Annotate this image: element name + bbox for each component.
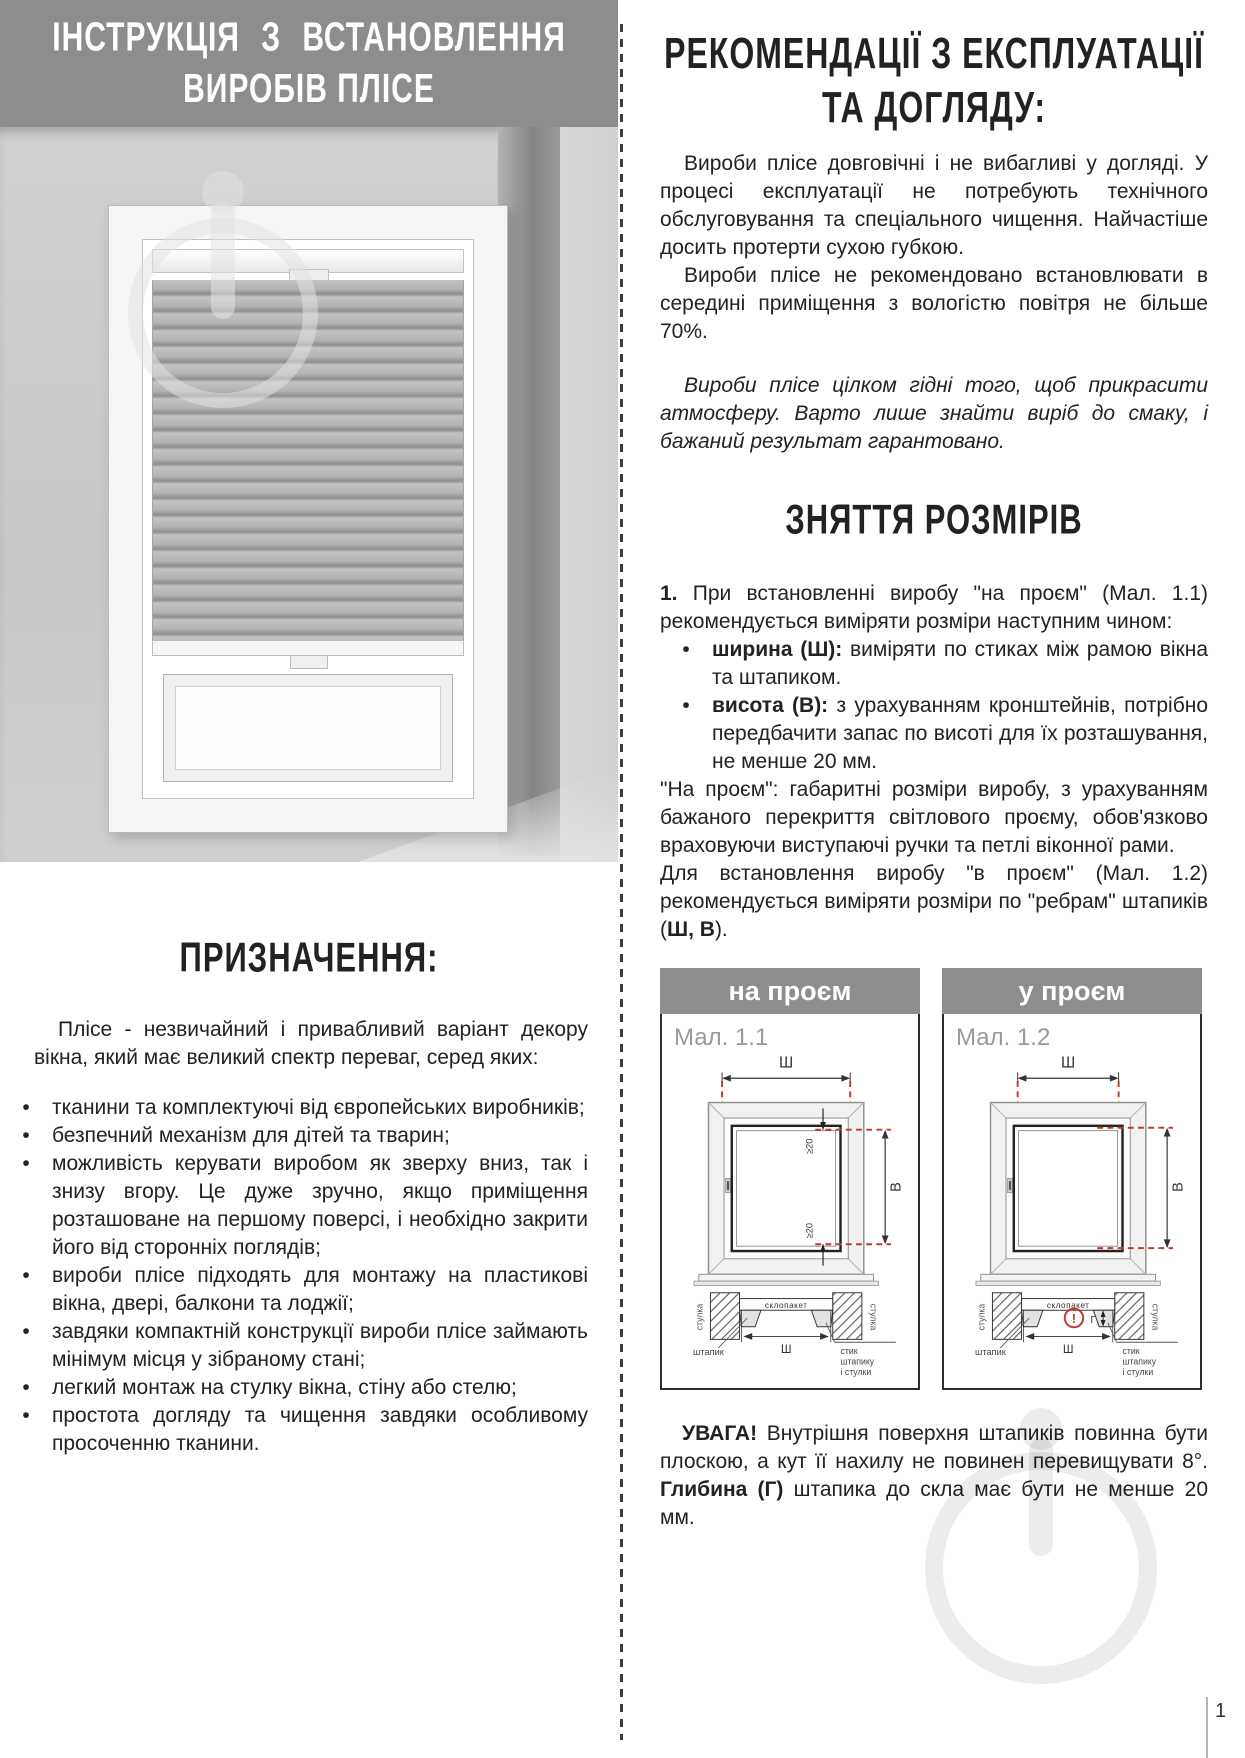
- photo-pleated-blind: [152, 280, 464, 640]
- warning-paragraph: [660, 1420, 1208, 1532]
- bullet-icon: •: [682, 638, 690, 661]
- sizes-title: ЗНЯТТЯ РОЗМІРІВ: [785, 495, 1083, 543]
- page-number: 1: [1215, 1700, 1227, 1722]
- joint-label-1: стик: [840, 1345, 858, 1356]
- note-v-proem-post: ).: [714, 918, 728, 941]
- figure-body: [660, 1014, 920, 1390]
- height-dim-label: В: [1170, 1182, 1187, 1192]
- list-item-text: завдяки компактній конструкції вироби плісе займають мінімум місця у зібраному стані;: [52, 1320, 588, 1371]
- photo-window-glass: [164, 675, 452, 781]
- width-dim-label: Ш: [779, 1054, 794, 1072]
- care-paragraph-3: Вироби плісе цілком гідні того, щоб прикрасити атмосферу. Варто лише знайти виріб до смаку, і бажаний результат гарантовано.: [660, 374, 1208, 453]
- care-title-line1: РЕКОМЕНДАЦІЇ З ЕКСПЛУАТАЦІЇ: [664, 28, 1204, 78]
- glazing-label: склопакет: [1046, 1300, 1090, 1310]
- min-gap-bottom-label: ≥20: [804, 1222, 815, 1239]
- joint-label-3: і стулки: [840, 1367, 872, 1378]
- care-title: [664, 26, 1204, 134]
- bullet-icon: •: [22, 1320, 30, 1343]
- joint-label-1: стик: [1122, 1345, 1140, 1356]
- photo-side-wall: [560, 127, 618, 862]
- min-gap-top-label: ≥20: [804, 1138, 815, 1154]
- care-paragraph-2: Вироби плісе не рекомендовано встановлювати в середині приміщення з вологістю повітря не більше 70%.: [660, 264, 1208, 343]
- size-bullet-list: [660, 636, 1208, 776]
- list-item: [0, 1262, 588, 1318]
- warning-label: УВАГА!: [682, 1422, 758, 1445]
- sash-label-right: стулка: [1150, 1303, 1161, 1331]
- size-text: виміряти по стиках між рамою вікна та штапиком.: [712, 638, 1209, 689]
- photo-blind-bottomrail: [152, 640, 464, 656]
- figure-caption: Мал. 1.2: [956, 1024, 1051, 1051]
- window-blind-photo: [0, 127, 618, 862]
- list-item-text: тканини та комплектуючі від європейських виробників;: [52, 1096, 585, 1119]
- height-dim-label: В: [888, 1182, 905, 1192]
- list-item-text: [712, 636, 1208, 692]
- left-header-banner: [0, 0, 618, 127]
- joint-label-3: і стулки: [1122, 1367, 1154, 1378]
- warning-text-2: штапика до скла має бути не менше 20 мм.: [660, 1478, 1208, 1529]
- figure-body: [942, 1014, 1202, 1390]
- note-v-proem-pre: Для встановлення виробу "в проєм" (Мал. 1.2) рекомендується виміряти розміри по "ребрам" штапиків (: [660, 862, 1208, 941]
- list-item: [0, 1374, 588, 1402]
- purpose-intro: Плісе - незвичайний і привабливий варіант декору вікна, який має великий спектр переваг, серед яких:: [34, 1018, 588, 1069]
- sash-label-right: стулка: [868, 1303, 879, 1331]
- step-text: При встановленні виробу "на проєм" (Мал. 1.1) рекомендується виміряти розміри наступним чином:: [660, 582, 1208, 633]
- list-item: [0, 1122, 588, 1150]
- joint-label-2: штапику: [1122, 1356, 1157, 1367]
- size-term: ширина (Ш):: [712, 638, 843, 661]
- list-item: [0, 1094, 588, 1122]
- sash-label-left: стулка: [976, 1303, 987, 1331]
- care-title-line2: ТА ДОГЛЯДУ:: [822, 82, 1046, 132]
- note-v-proem: [660, 860, 1208, 944]
- width-dim-label: Ш: [1061, 1054, 1076, 1072]
- right-column: [622, 0, 1245, 1532]
- bullet-icon: •: [682, 694, 690, 717]
- note-v-proem-bold: Ш, В: [667, 918, 715, 941]
- list-item: [0, 1402, 588, 1458]
- left-header-line2: ВИРОБІВ ПЛІСЕ: [183, 66, 435, 111]
- warning-mark: !: [1071, 1311, 1077, 1326]
- section-width-label: Ш: [780, 1342, 792, 1356]
- list-item: [660, 692, 1208, 776]
- figures-row: [660, 968, 1208, 1390]
- purpose-bullet-list: [0, 1094, 618, 1458]
- left-header-line1: ІНСТРУКЦІЯ З ВСТАНОВЛЕННЯ: [52, 14, 566, 60]
- size-text: з урахуванням кронштейнів, потрібно передбачити запас по висоті для їх розташування, не менше 20 мм.: [712, 694, 1209, 773]
- bead-label: штапик: [692, 1346, 724, 1357]
- size-term: висота (В):: [712, 694, 829, 717]
- joint-label-2: штапику: [840, 1356, 875, 1367]
- left-header-title: [52, 12, 566, 115]
- care-title-wrap: [660, 28, 1208, 132]
- care-paragraph-1: Вироби плісе довговічні і не вибагливі у догляді. У процесі експлуатації не потребують технічного обслуговування та спеціального чищення. Найчастіше досить протерти сухою губкою.: [660, 152, 1208, 259]
- glazing-label: склопакет: [764, 1300, 808, 1310]
- figure-header: у проєм: [942, 968, 1202, 1014]
- bead-label: штапик: [974, 1346, 1006, 1357]
- footer-rule: [1206, 1697, 1208, 1758]
- warning-text-1: Внутрішня поверхня штапиків повинна бути плоскою, а кут її нахилу не повинен перевищувати 8°.: [660, 1422, 1209, 1473]
- purpose-title: ПРИЗНАЧЕННЯ:: [179, 933, 439, 981]
- left-column: [0, 0, 618, 1458]
- list-item-text: легкий монтаж на стулку вікна, стіну або стелю;: [52, 1376, 517, 1399]
- bullet-icon: •: [22, 1264, 30, 1287]
- photo-window-frame: [142, 239, 474, 799]
- figure-panel-na-proem: [660, 968, 920, 1390]
- purpose-title-wrap: [0, 933, 618, 981]
- list-item-text: [712, 692, 1208, 776]
- figure-header: на проєм: [660, 968, 920, 1014]
- photo-blind-bottom-handle: [290, 655, 328, 669]
- depth-label: Г: [1090, 1314, 1096, 1326]
- photo-window-recess: [108, 205, 508, 833]
- bullet-icon: •: [22, 1376, 30, 1399]
- list-item: [660, 636, 1208, 692]
- figure-panel-u-proem: [942, 968, 1202, 1390]
- step-number: 1.: [660, 582, 678, 605]
- section-width-label: Ш: [1062, 1342, 1074, 1356]
- bullet-icon: •: [22, 1096, 30, 1119]
- bullet-icon: •: [22, 1124, 30, 1147]
- list-item-text: вироби плісе підходять для монтажу на пластикові вікна, двері, балкони та лоджії;: [52, 1264, 588, 1315]
- list-item: [0, 1318, 588, 1374]
- list-item: [0, 1150, 588, 1262]
- figure-1-1-drawing: [668, 1054, 914, 1384]
- sash-label-left: стулка: [694, 1303, 705, 1331]
- sizes-title-wrap: [660, 495, 1208, 543]
- bullet-icon: •: [22, 1404, 30, 1427]
- step-1-paragraph: [660, 580, 1208, 636]
- list-item-text: можливість керувати виробом як зверху вниз, так і знизу вгору. Це дуже зручно, якщо приміщення розташоване на першому поверсі, і необхідно закрити його від сторонніх поглядів;: [52, 1152, 588, 1259]
- figure-caption: Мал. 1.1: [674, 1024, 769, 1051]
- note-na-proem: "На проєм": габаритні розміри виробу, з урахуванням бажаного перекриття світлового проєму, обов'язково враховуючи виступаючі ручки та петлі віконної рами.: [660, 778, 1208, 857]
- list-item-text: безпечний механізм для дітей та тварин;: [52, 1124, 450, 1147]
- list-item-text: простота догляду та чищення завдяки особливому просоченню тканини.: [52, 1404, 588, 1455]
- figure-1-2-drawing: [950, 1054, 1196, 1384]
- warning-bold-term: Глибина (Г): [660, 1478, 784, 1501]
- bullet-icon: •: [22, 1152, 30, 1175]
